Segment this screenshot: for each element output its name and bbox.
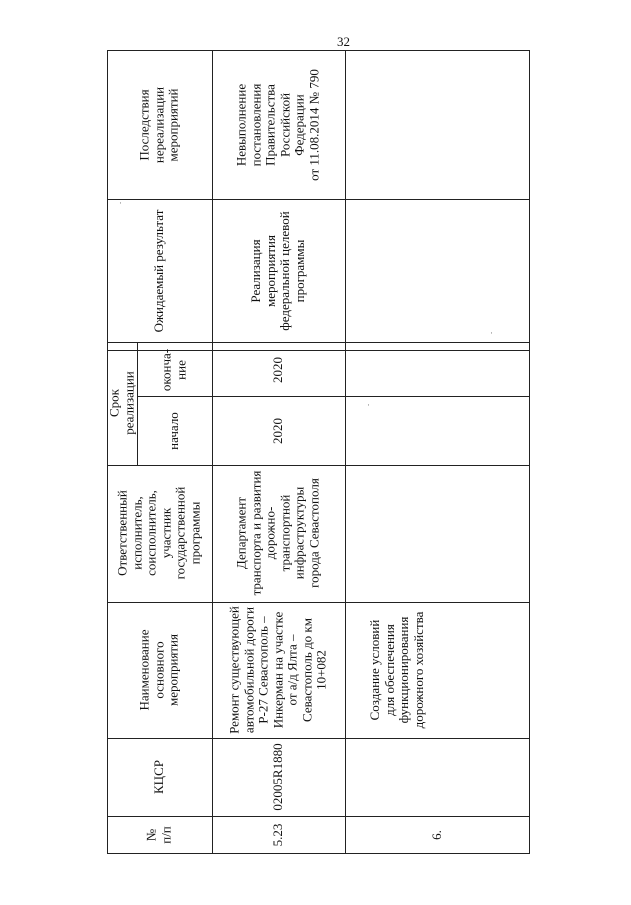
row2-name: Создание условий для обеспечения функционирования дорожного хозяйства (367, 611, 426, 729)
header-period: Срок реализации (106, 371, 136, 435)
scan-speck: · (119, 198, 122, 208)
header-num: № п/п (143, 826, 173, 844)
scan-speck: · (367, 400, 370, 410)
page-number: 32 (337, 34, 350, 49)
row1-result: Реализация мероприятия федеральной целевой программы (248, 211, 307, 331)
header-kcsr: КЦСР (150, 760, 166, 794)
row1-kcsr: 02005R1880 (269, 743, 285, 811)
row1-num: 5.23 (269, 823, 285, 847)
row1-consequences: Невыполнение постановления Правительства Российской Федерации от 11.08.2014 № 790 (233, 69, 321, 181)
header-end: оконча- ние (158, 348, 188, 392)
header-expected-result: Ожидаемый результат (150, 209, 166, 333)
row1-name: Ремонт существующей автомобильной дороги Р-27 Севастополь – Инкерман на участке от а/д Ялта – Севастополь до км 10+082 (226, 606, 329, 734)
row1-start: 2020 (269, 418, 285, 444)
header-name: Наименование основного мероприятия (136, 629, 181, 711)
program-table (107, 50, 530, 854)
header-executor: Ответственный исполнитель, соисполнитель, участник государственной программы (114, 486, 202, 580)
row1-end: 2020 (269, 357, 285, 383)
header-start: начало (165, 412, 181, 450)
row2-num: 6. (428, 830, 444, 840)
row1-executor: Департамент транспорта и развития дорожно- транспортной инфраструктуры города Севастополя (233, 470, 321, 596)
scan-speck: · (490, 328, 493, 338)
header-consequences: Последствия нереализации мероприятий (136, 86, 181, 164)
